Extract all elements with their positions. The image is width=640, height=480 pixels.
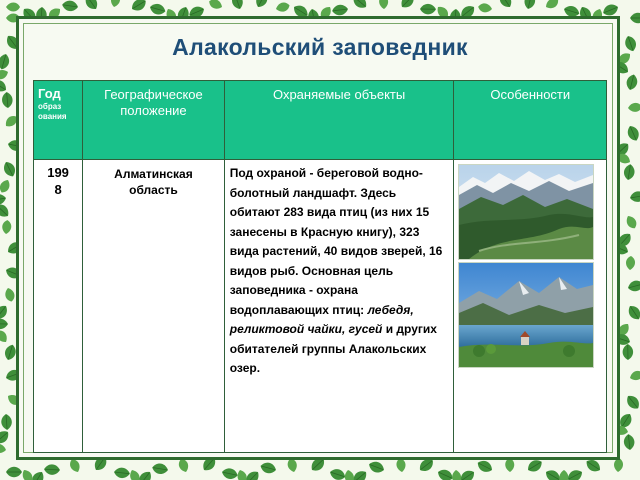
cell-region bbox=[83, 160, 225, 453]
header-geo: Географическое положение bbox=[83, 81, 225, 160]
header-year-label: Год bbox=[38, 86, 61, 101]
region-value: Алматинская область bbox=[114, 167, 193, 197]
mountain-valley-photo bbox=[458, 164, 594, 260]
table-row bbox=[34, 160, 607, 453]
mountain-lake-photo bbox=[458, 262, 594, 368]
header-features: Особенности bbox=[454, 81, 607, 160]
header-year bbox=[34, 81, 83, 160]
page-title: Алакольский заповедник bbox=[172, 34, 468, 60]
objects-text-2: и других обитателей группы Алакольских озер. bbox=[229, 322, 437, 375]
header-objects: Охраняемые объекты bbox=[224, 81, 454, 160]
objects-text-italic: лебедя, реликтовой чайки, гусей bbox=[229, 302, 414, 336]
reserve-info-table bbox=[33, 80, 607, 453]
cell-objects bbox=[224, 160, 454, 453]
cell-features bbox=[454, 160, 607, 453]
cell-year bbox=[34, 160, 83, 453]
objects-text-1: Под охраной - береговой водно-болотный ландшафт. Здесь обитают 283 вида птиц (из них 15 занесены в Красную книгу), 323 вида растений, 40 видов зверей, 16 видов рыб. Основная цель заповедника - охрана водоплавающих птиц: bbox=[229, 166, 443, 317]
header-year-sublabel: образ ования bbox=[38, 102, 67, 121]
table-header-row bbox=[34, 81, 607, 160]
year-value: 1998 bbox=[47, 165, 69, 197]
